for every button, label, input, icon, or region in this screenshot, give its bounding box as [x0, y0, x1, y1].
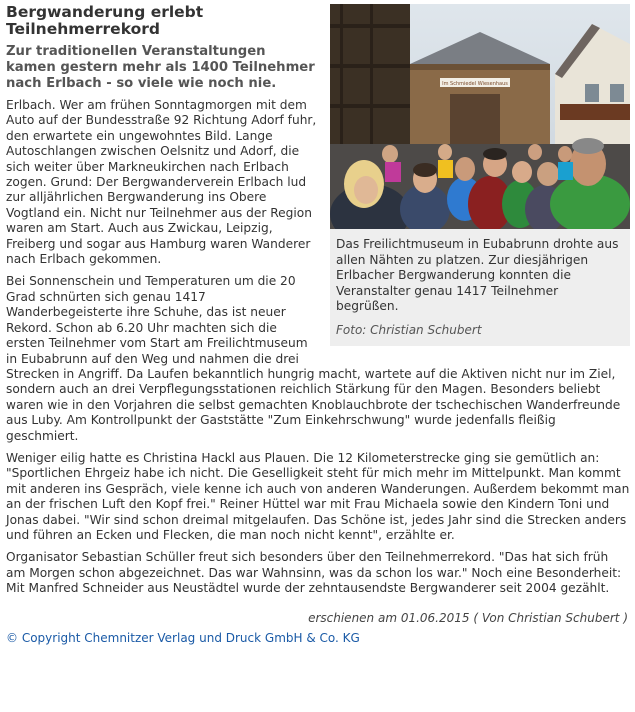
article [6, 4, 630, 645]
publication-info: erschienen am 01.06.2015 ( Von Christian Schubert ) [308, 610, 628, 625]
photo-credit: Foto: Christian Schubert [336, 322, 482, 337]
article-lead: Zur traditionellen Veranstaltungen kamen gestern mehr als 1400 Teilnehmer nach Erlbach - so viele wie noch nie. [6, 44, 315, 91]
photo-figure [330, 4, 630, 346]
article-title: Bergwanderung erlebt Teilnehmerrekord [6, 3, 204, 38]
photo-caption: Das Freilichtmuseum in Eubabrunn drohte aus allen Nähten zu platzen. Zur diesjährigen Erlbacher Bergwanderung konnten die Veranstalter genau 1417 Teilnehmer begrüßen. [336, 237, 619, 314]
article-paragraph-4: Organisator Sebastian Schüller freut sich besonders über den Teilnehmerrekord. "Das hat sich früh am Morgen schon abgezeichnet. Das war Wahnsinn, was da schon los war." Noch eine Besonderheit: Mit Manfred Schneider aus Neustädtel wurde der zehntausendste Bergwanderer seit 2004 gezählt. [6, 550, 622, 596]
article-paragraph-3: Weniger eilig hatte es Christina Hackl aus Plauen. Die 12 Kilometerstrecke ging sie gemütlich an: "Sportlichen Ehrgeiz habe ich nicht. Die Geselligkeit steht für mich mehr im Mittelpunkt. Man kommt mit anderen ins Gespräch, viele kenne ich auch von anderen Wanderungen. Außerdem bekommt man an der frischen Luft den Kopf frei." Reiner Hüttel war mit Frau Michaela sowie den Kindern Toni und Jonas dabei. "Wir sind schon dreimal mitgelaufen. Das Schöne ist, jedes Jahr sind die Strecken anders und führen an Ecken und Flecken, die man noch nicht kennt", erzählte er. [6, 450, 630, 542]
svg-text:Im Schmiedel Wiesenhaus: Im Schmiedel Wiesenhaus [442, 81, 508, 87]
copyright-link[interactable]: © Copyright Chemnitzer Verlag und Druck GmbH & Co. KG [6, 630, 360, 645]
article-paragraph-2: Bei Sonnenschein und Temperaturen um die 20 Grad schnürten sich genau 1417 Wanderbegeisterte ihre Schuhe, das ist neuer Rekord. Schon ab 6.20 Uhr machten sich die ersten Teilnehmer vom Start am Freilichtmuseum in Eubabrunn auf den Weg und nahmen die drei Strecken in Angriff. Da Laufen bekanntlich hungrig macht, wartete auf die Aktiven nicht nur im Ziel, sondern auch an drei Verpflegungsstationen reichlich Stärkung für den Magen. Besonders beliebt waren wie in den Vorjahren die selbst gemachten Knoblauchbrote der tschechischen Wanderfreunde aus Luby. Am Kontrollpunkt der Gaststätte "Zum Einkehrschwung" wurde jedenfalls fleißig geschmiert. [6, 274, 621, 443]
article-paragraph-1: Erlbach. Wer am frühen Sonntagmorgen mit dem Auto auf der Bundesstraße 92 Richtung Adorf fuhr, den erwartete ein ungewohntes Bild. Lange Autoschlangen zwischen Oelsnitz und Adorf, die sich weiter über Markneukirchen nach Erlbach zogen. Grund: Der Bergwanderverein Erlbach lud zur alljährlichen Bergwanderung ins Obere Vogtland ein. Nicht nur Teilnehmer aus der Region waren am Start. Auch aus Zwickau, Leipzig, Freiberg und sogar aus Hamburg waren Wanderer nach Erlbach gekommen. [6, 98, 317, 267]
crowd-photo[interactable] [330, 4, 630, 229]
